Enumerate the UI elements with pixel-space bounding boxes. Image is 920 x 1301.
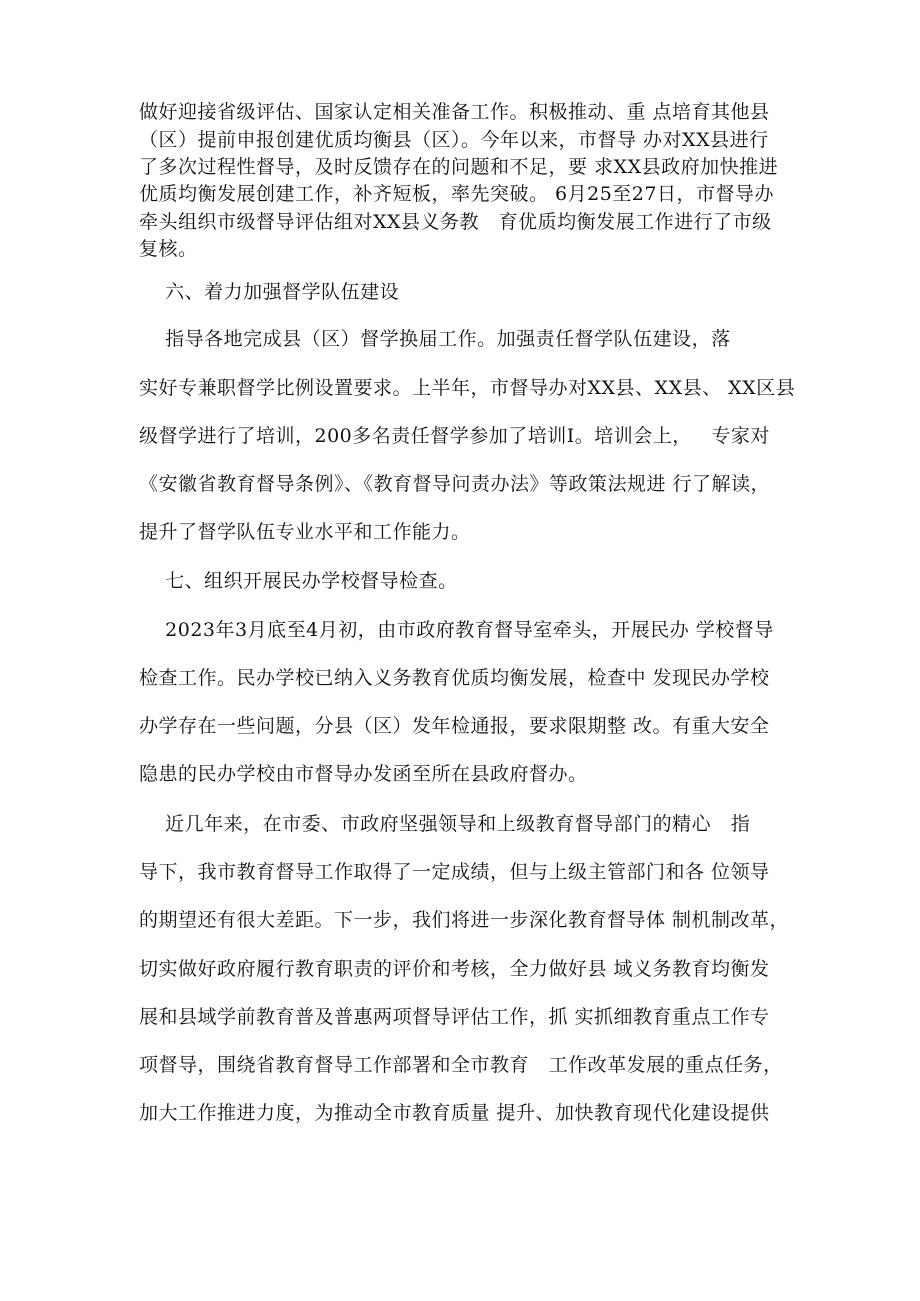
text-line: 近几年来，在市委、市政府坚强领导和上级教育督导部门的精心 指 (139, 813, 751, 835)
text-line: 加大工作推进力度，为推动全市教育质量 提升、加快教育现代化建设提供 (139, 1102, 770, 1124)
text-line: 项督导，围绕省教育督导工作部署和全市教育 工作改革发展的重点任务， (139, 1054, 783, 1076)
text-line: 牵头组织市级督导评估组对XX县义务教 育优质均衡发展工作进行了市级 (139, 211, 772, 233)
section-heading: 七、组织开展民办学校督导检查。 (139, 570, 458, 592)
text-line: 检查工作。民办学校已纳入义务教育优质均衡发展，检查中 发现民办学校 (139, 667, 770, 689)
text-line: 做好迎接省级评估、国家认定相关准备工作。积极推动、重 点培育其他县 (139, 101, 770, 123)
text-line: 实好专兼职督学比例设置要求。上半年，市督导办对XX县、XX县、 XX区县 (139, 377, 796, 399)
text-line: 隐患的民办学校由市督导办发函至所在县政府督办。 (139, 763, 588, 785)
text-line: 提升了督学队伍专业水平和工作能力。 (139, 521, 471, 543)
text-line: 复核。 (139, 238, 198, 260)
text-line: 办学存在一些问题，分县（区）发年检通报，要求限期整 改。有重大安全 (139, 715, 770, 737)
text-line: 级督学进行了培训，200多名责任督学参加了培训I。培训会上， 专家对 (139, 425, 770, 447)
section-heading: 六、着力加强督学队伍建设 (139, 281, 400, 303)
text-line: （区）提前申报创建优质均衡县（区）。今年以来，市督导 办对XX县进行 (139, 129, 769, 151)
text-line: 切实做好政府履行教育职责的评价和考核，全力做好县 域义务教育均衡发 (139, 958, 770, 980)
text-line: 2023年3月底至4月初，由市政府教育督导室牵头，开展民办 学校督导 (139, 619, 774, 641)
text-line: 优质均衡发展创建工作，补齐短板，率先突破。 6月25至27日，市督导办 (139, 183, 774, 205)
text-line: 《安徽省教育督导条例》、《教育督导问责办法》等政策法规进 行了解读， (139, 473, 771, 495)
text-line: 的期望还有很大差距。下一步，我们将进一步深化教育督导体 制机制改革， (139, 909, 790, 931)
text-line: 指导各地完成县（区）督学换届工作。加强责任督学队伍建设，落 (139, 328, 731, 350)
text-line: 导下，我市教育督导工作取得了一定成绩，但与上级主管部门和各 位领导 (139, 861, 770, 883)
text-line: 了多次过程性督导，及时反馈存在的问题和不足，要 求XX县政府加快推进 (139, 156, 779, 178)
text-line: 展和县域学前教育普及普惠两项督导评估工作，抓 实抓细教育重点工作专 (139, 1006, 770, 1028)
